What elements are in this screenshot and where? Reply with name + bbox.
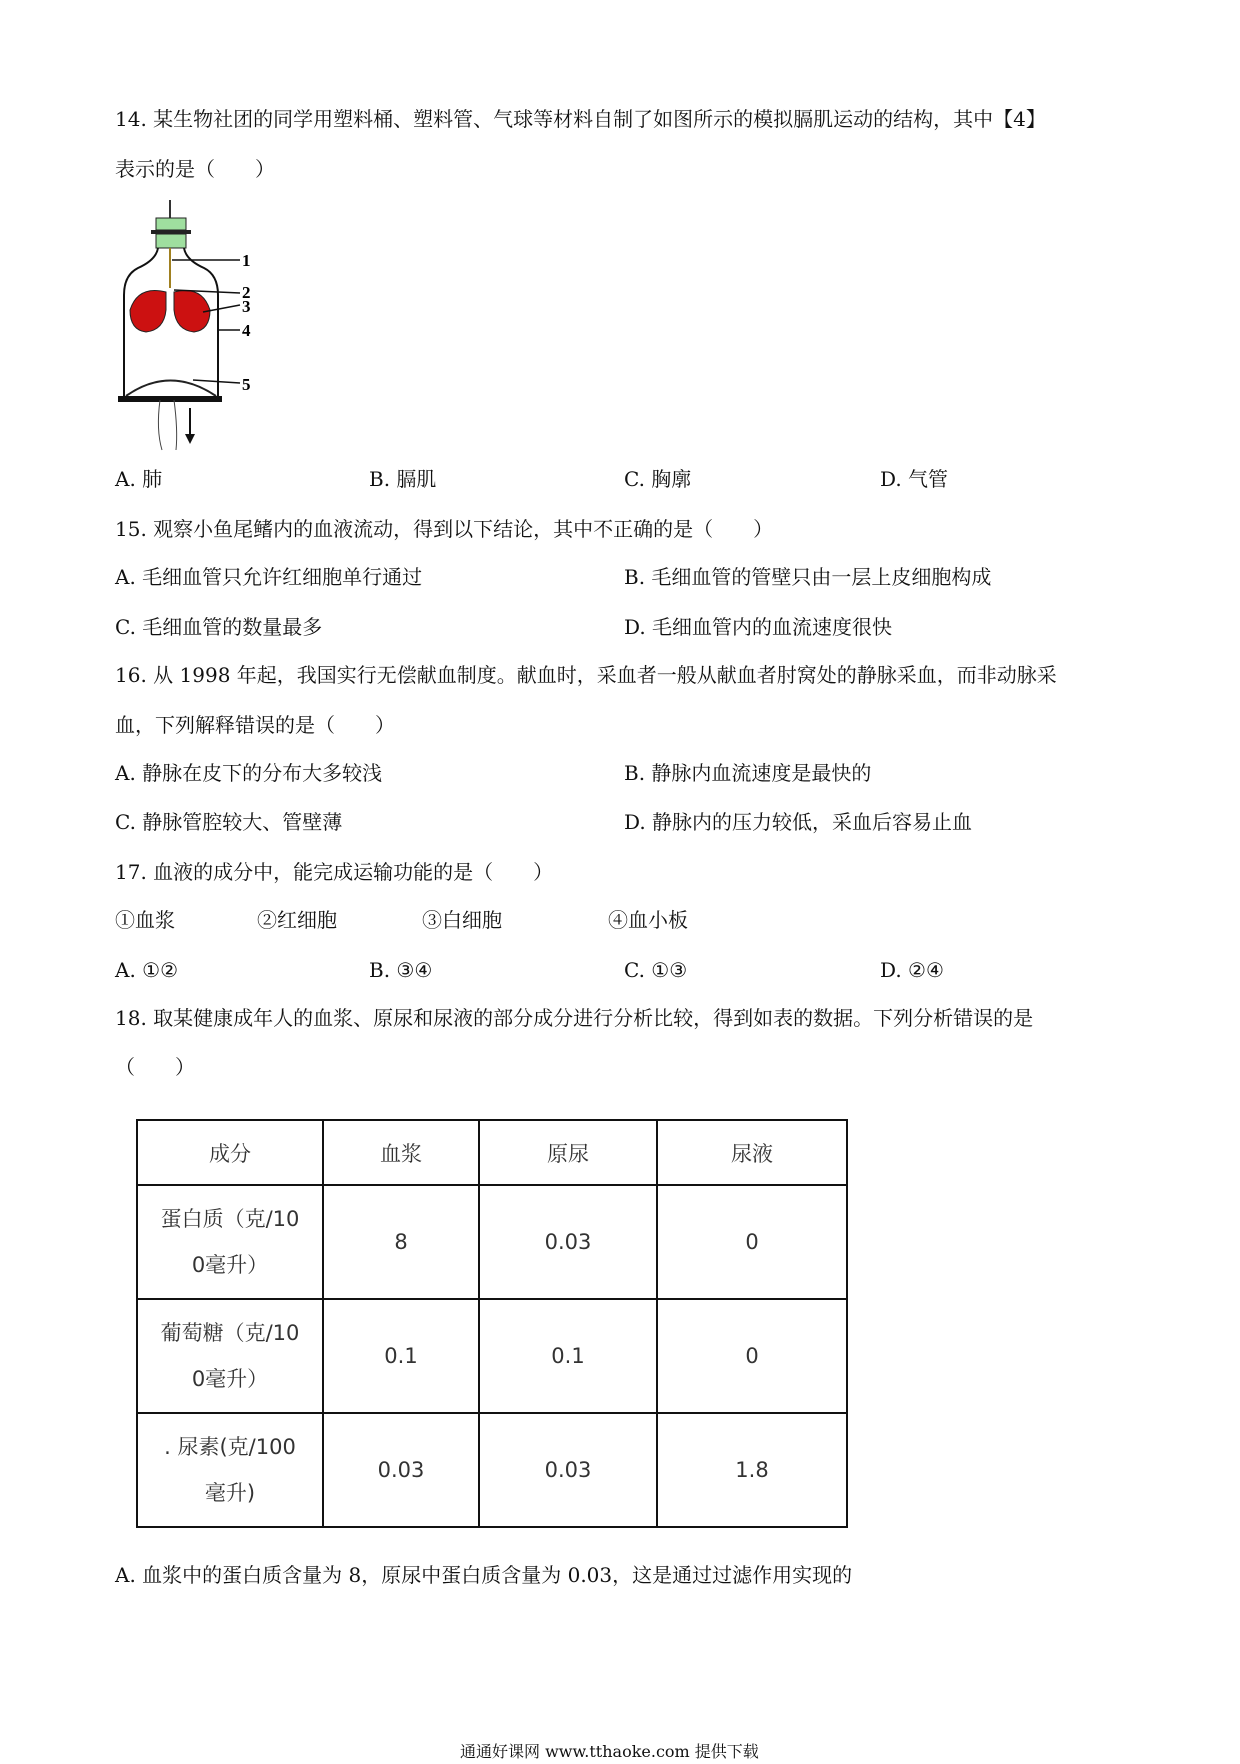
q15-option-a[interactable]: A. 毛细血管只允许红细胞单行通过 [115, 565, 423, 589]
header-cell: 血浆 [323, 1120, 479, 1185]
figure-label-5: 5 [242, 375, 251, 394]
q18-stem: 18. 取某健康成年人的血浆、原尿和尿液的部分成分进行分析比较，得到如表的数据。下列分析错误的是 [115, 1006, 1034, 1030]
q17-option-d[interactable]: D. ②④ [880, 958, 944, 982]
q14-option-d[interactable]: D. 气管 [880, 467, 949, 491]
q14-stem: 14. 某生物社团的同学用塑料桶、塑料管、气球等材料自制了如图所示的模拟膈肌运动的结构，其中【4】 [115, 107, 1046, 131]
q14-option-c[interactable]: C. 胸廓 [624, 467, 692, 491]
q17-stem: 17. 血液的成分中，能完成运输功能的是（ ） [115, 860, 554, 884]
table-row [137, 1413, 847, 1527]
q15-option-c[interactable]: C. 毛细血管的数量最多 [115, 615, 323, 639]
q16-option-a[interactable]: A. 静脉在皮下的分布大多较浅 [115, 761, 383, 785]
q17-option-c[interactable]: C. ①③ [624, 958, 688, 982]
q15-option-d[interactable]: D. 毛细血管内的血流速度很快 [624, 615, 893, 639]
q14-option-b[interactable]: B. 膈肌 [369, 467, 437, 491]
q16-stem-cont: 血，下列解释错误的是（ ） [115, 713, 395, 737]
table-cell: 8 [323, 1185, 479, 1299]
q15-stem: 15. 观察小鱼尾鳍内的血液流动，得到以下结论，其中不正确的是（ ） [115, 517, 774, 541]
row-label-line: . 尿素(克/100 [164, 1435, 296, 1459]
row-label-cell [137, 1413, 323, 1527]
table-cell: 0.03 [479, 1413, 657, 1527]
row-label-line: 毫升) [204, 1481, 256, 1505]
q17-option-b[interactable]: B. ③④ [369, 958, 433, 982]
figure-label-3: 3 [242, 297, 251, 316]
table-row [137, 1185, 847, 1299]
row-label-cell [137, 1299, 323, 1413]
q17-item-1: ①血浆 [115, 908, 175, 932]
q15-option-b[interactable]: B. 毛细血管的管壁只由一层上皮细胞构成 [624, 565, 992, 589]
q14-stem-cont: 表示的是（ ） [115, 157, 275, 181]
figure-label-4: 4 [242, 321, 251, 340]
composition-table [136, 1119, 848, 1528]
page-footer: 通通好课网 www.tthaoke.com 提供下载 [460, 1742, 759, 1761]
q16-option-b[interactable]: B. 静脉内血流速度是最快的 [624, 761, 872, 785]
q17-item-2: ②红细胞 [257, 908, 337, 932]
table-cell: 1.8 [657, 1413, 847, 1527]
table-cell: 0 [657, 1299, 847, 1413]
figure-label-2: 2 [242, 283, 251, 302]
table-cell: 0.1 [323, 1299, 479, 1413]
q18-stem-cont: （ ） [115, 1055, 195, 1079]
figure-label-1: 1 [242, 251, 251, 270]
table-row [137, 1299, 847, 1413]
row-label-line: 0毫升） [191, 1367, 269, 1391]
row-label-line: 蛋白质（克/10 [160, 1207, 300, 1231]
table-cell: 0 [657, 1185, 847, 1299]
q18-option-a[interactable]: A. 血浆中的蛋白质含量为 8，原尿中蛋白质含量为 0.03，这是通过过滤作用实现的 [115, 1563, 853, 1587]
table-cell: 0.03 [479, 1185, 657, 1299]
header-cell: 成分 [137, 1120, 323, 1185]
table-cell: 0.1 [479, 1299, 657, 1413]
q17-item-3: ③白细胞 [422, 908, 502, 932]
header-cell: 原尿 [479, 1120, 657, 1185]
q16-stem: 16. 从 1998 年起，我国实行无偿献血制度。献血时，采血者一般从献血者肘窝处的静脉采血，而非动脉采 [115, 663, 1057, 687]
q17-option-a[interactable]: A. ①② [115, 958, 179, 982]
row-label-line: 葡萄糖（克/10 [160, 1321, 300, 1345]
q14-option-a[interactable]: A. 肺 [115, 467, 163, 491]
diaphragm-model-figure [118, 200, 278, 455]
row-label-cell [137, 1185, 323, 1299]
q16-option-c[interactable]: C. 静脉管腔较大、管壁薄 [115, 810, 343, 834]
table-header-row [137, 1120, 847, 1185]
row-label-line: 0毫升） [191, 1253, 269, 1277]
header-cell: 尿液 [657, 1120, 847, 1185]
table-cell: 0.03 [323, 1413, 479, 1527]
q17-item-4: ④血小板 [608, 908, 688, 932]
q16-option-d[interactable]: D. 静脉内的压力较低，采血后容易止血 [624, 810, 973, 834]
